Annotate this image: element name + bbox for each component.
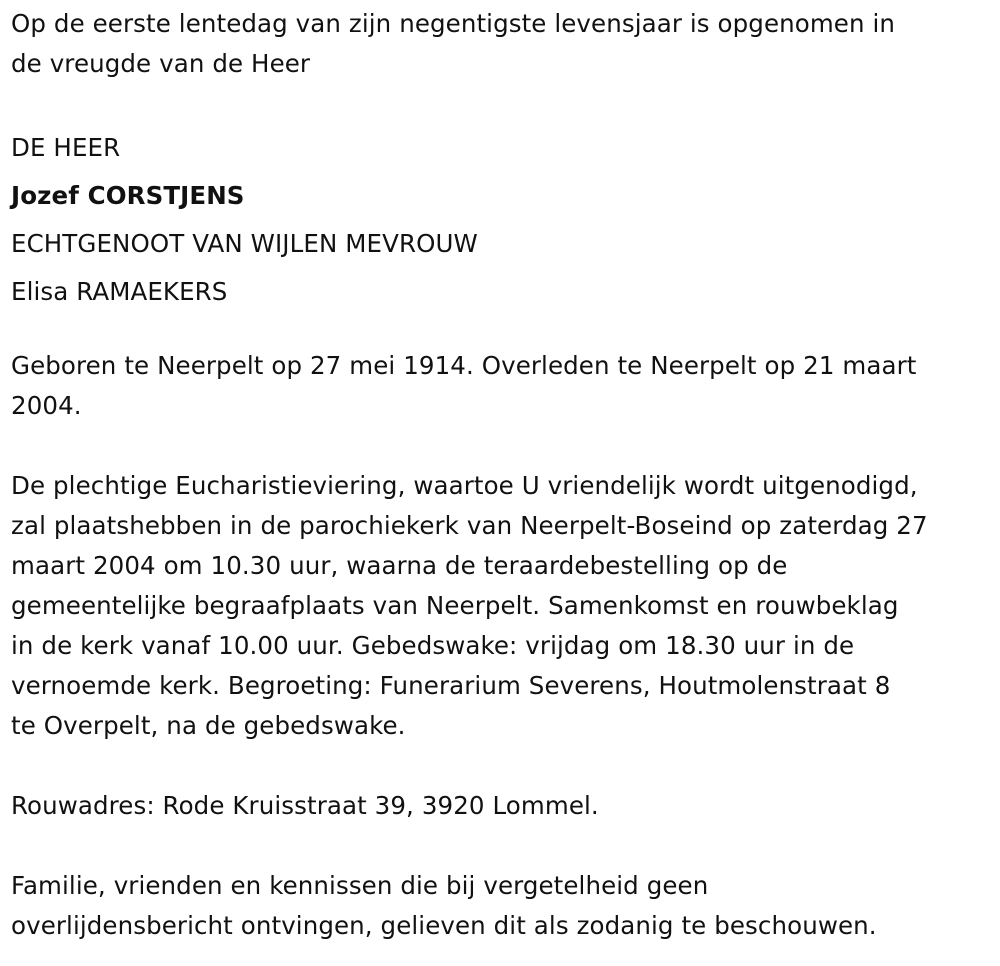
deceased-block	[11, 124, 991, 316]
ceremony-line: gemeentelijke begraafplaats van Neerpelt. Samenkomst en rouwbeklag	[11, 591, 899, 620]
spacer	[11, 826, 991, 866]
ceremony-line: De plechtige Eucharistieviering, waartoe U vriendelijk wordt uitgenodigd,	[11, 471, 918, 500]
relation-line: ECHTGENOOT VAN WIJLEN MEVROUW	[11, 229, 478, 258]
ceremony-line: in de kerk vanaf 10.00 uur. Gebedswake: vrijdag om 18.30 uur in de	[11, 631, 855, 660]
birth-death-paragraph	[11, 346, 991, 426]
address-paragraph	[11, 786, 991, 826]
spacer	[11, 84, 991, 124]
ceremony-line: vernoemde kerk. Begroeting: Funerarium Severens, Houtmolenstraat 8	[11, 671, 891, 700]
death-notice	[11, 4, 991, 946]
deceased-name: Jozef CORSTJENS	[11, 181, 245, 210]
birth-death-line: 2004.	[11, 391, 82, 420]
closing-line: overlijdensbericht ontvingen, gelieven dit als zodanig te beschouwen.	[11, 911, 877, 940]
spacer	[11, 316, 991, 346]
honorific: DE HEER	[11, 133, 121, 162]
address-line: Rouwadres: Rode Kruisstraat 39, 3920 Lommel.	[11, 791, 599, 820]
spacer	[11, 426, 991, 466]
ceremony-line: te Overpelt, na de gebedswake.	[11, 711, 406, 740]
ceremony-paragraph	[11, 466, 991, 746]
birth-death-line: Geboren te Neerpelt op 27 mei 1914. Overleden te Neerpelt op 21 maart	[11, 351, 917, 380]
intro-line: de vreugde van de Heer	[11, 49, 311, 78]
intro-line: Op de eerste lentedag van zijn negentigste levensjaar is opgenomen in	[11, 9, 896, 38]
ceremony-line: maart 2004 om 10.30 uur, waarna de teraardebestelling op de	[11, 551, 788, 580]
intro-paragraph	[11, 4, 991, 84]
spacer	[11, 746, 991, 786]
spouse-name: Elisa RAMAEKERS	[11, 277, 228, 306]
closing-paragraph	[11, 866, 991, 946]
closing-line: Familie, vrienden en kennissen die bij vergetelheid geen	[11, 871, 709, 900]
ceremony-line: zal plaatshebben in de parochiekerk van Neerpelt-Boseind op zaterdag 27	[11, 511, 928, 540]
